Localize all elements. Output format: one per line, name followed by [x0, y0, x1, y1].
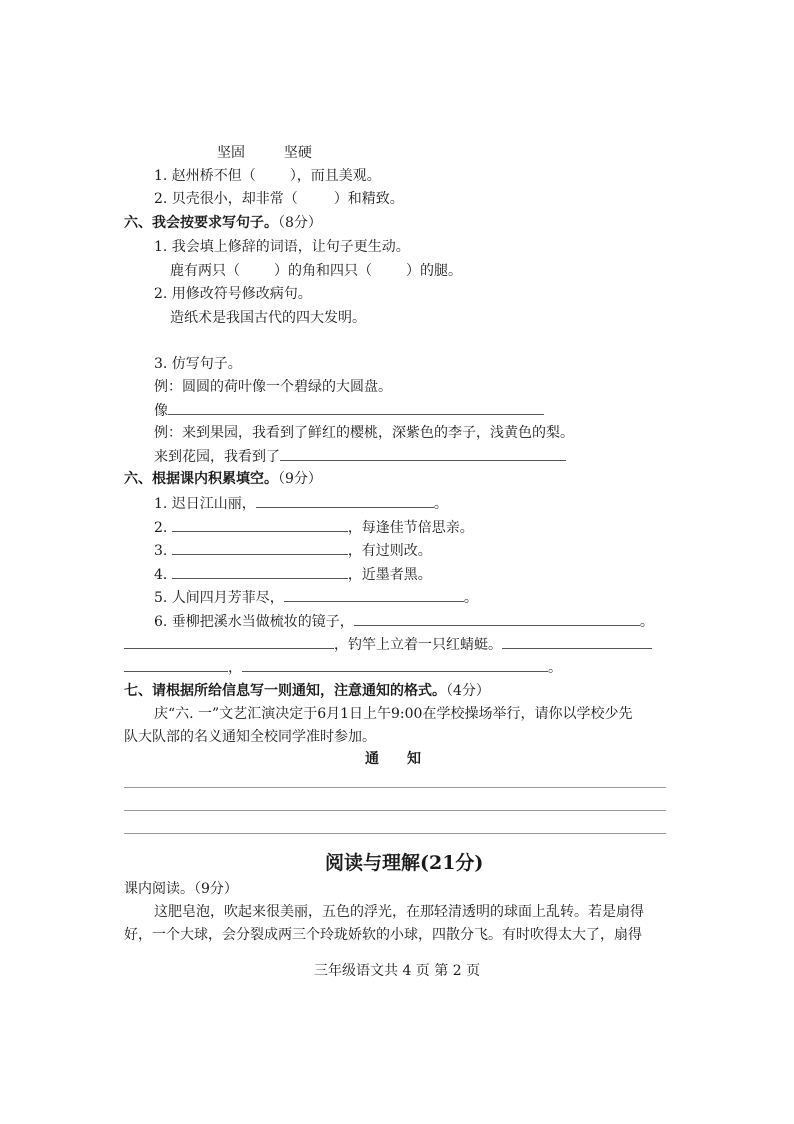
question-5-1: 1. 赵州桥不但（ ），而且美观。: [154, 168, 381, 184]
answer-blank[interactable]: [502, 635, 652, 649]
fill-item-6-line3: ， 。: [124, 658, 562, 677]
word-options: [217, 144, 312, 162]
word-option: 坚硬: [283, 145, 312, 161]
question-6a-3: 3. 仿写句子。: [154, 356, 242, 372]
fill-item-6: 6. 垂柳把溪水当做梳妆的镜子， 。: [154, 614, 654, 630]
fill-item-5: 5. 人间四月芳菲尽， 。: [154, 590, 478, 606]
word-option: 坚固: [217, 145, 245, 161]
answer-blank[interactable]: [168, 401, 544, 415]
answer-blank[interactable]: [172, 541, 348, 555]
answer-blank[interactable]: [124, 658, 228, 672]
writing-line[interactable]: [124, 787, 666, 788]
answer-blank[interactable]: [172, 565, 348, 579]
section-heading-6a: 六、我会按要求写句子。（8分）: [124, 215, 322, 231]
faulty-sentence: 造纸术是我国古代的四大发明。: [170, 310, 366, 326]
example-1: 例：圆圆的荷叶像一个碧绿的大圆盘。: [154, 379, 392, 395]
notice-info-line-1: 庆“六. 一”文艺汇演决定于6月1日上午9:00在学校操场举行，请你以学校少先: [154, 706, 633, 722]
answer-blank[interactable]: [280, 447, 566, 461]
reading-paragraph-line-2: 好，一个大球，会分裂成两三个玲珑娇软的小球，四散分飞。有时吹得太大了，扇得: [124, 927, 642, 943]
question-6a-1-line: 鹿有两只（ ）的角和四只（ ）的腿。: [170, 263, 462, 279]
fill-item-2: 2. ，每逢佳节倍思亲。: [154, 520, 474, 536]
section-heading-7: 七、请根据所给信息写一则通知，注意通知的格式。（4分）: [124, 683, 490, 699]
fill-item-3: 3. ，有过则改。: [154, 543, 432, 559]
fill-item-6-line2: ，钓竿上立着一只红蜻蜓。: [124, 635, 652, 654]
answer-blank[interactable]: [124, 635, 334, 649]
answer-blank[interactable]: [284, 588, 464, 602]
fill-item-1: 1. 迟日江山丽， 。: [154, 496, 448, 512]
notice-title: 通 知: [365, 751, 421, 767]
section-heading-6b: 六、根据课内积累填空。（9分）: [124, 471, 322, 487]
question-5-2: 2. 贝壳很小，却非常（ ）和精致。: [154, 191, 404, 207]
example-2-fill: 来到花园，我看到了: [154, 447, 566, 466]
reading-paragraph-line-1: 这肥皂泡，吹起来很美丽，五色的浮光，在那轻清透明的球面上乱转。若是扇得: [154, 904, 644, 920]
writing-line[interactable]: [124, 833, 666, 834]
fill-item-4: 4. ，近墨者黑。: [154, 567, 432, 583]
answer-blank[interactable]: [354, 612, 640, 626]
notice-info-line-2: 队大队部的名义通知全校同学准时参加。: [124, 729, 376, 745]
question-6a-2: 2. 用修改符号修改病句。: [154, 286, 312, 302]
question-6a-1: 1. 我会填上修辞的词语，让句子更生动。: [154, 239, 410, 255]
reading-title: 阅读与理解(21分): [325, 852, 484, 874]
example-2: 例：来到果园，我看到了鲜红的樱桃，深紫色的李子，浅黄色的梨。: [154, 425, 574, 441]
writing-line[interactable]: [124, 810, 666, 811]
answer-blank[interactable]: [172, 518, 348, 532]
answer-blank[interactable]: [242, 658, 548, 672]
reading-subheading: 课内阅读。（9分）: [124, 881, 238, 897]
example-1-fill: 像: [154, 401, 544, 420]
answer-blank[interactable]: [256, 494, 434, 508]
page-footer: 三年级语文共 4 页 第 2 页: [314, 963, 481, 979]
